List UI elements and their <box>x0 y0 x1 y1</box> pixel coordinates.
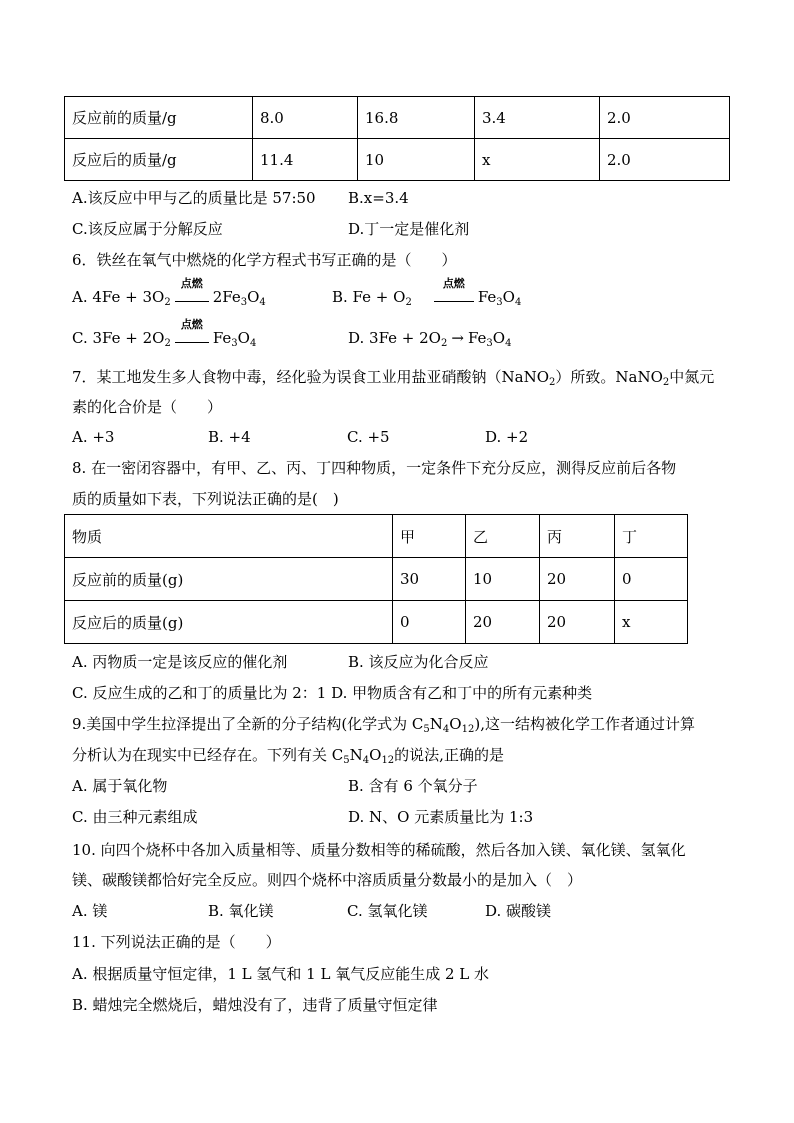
q8-option-a: A. 丙物质一定是该反应的催化剂 <box>72 653 288 671</box>
q6-option-a: A. $4Fe + 3O_2$ 点燃 $2Fe_3O_4$ <box>72 277 266 308</box>
q5-option-b: B.x=3.4 <box>348 189 409 207</box>
q10-option-a: A. 镁 <box>72 902 108 920</box>
q7-option-b: B. +4 <box>208 428 251 446</box>
q11-option-a: A. 根据质量守恒定律，1 L 氢气和 1 L 氧气反应能生成 2 L 水 <box>72 965 490 983</box>
reaction-condition: 点燃 <box>175 332 209 343</box>
q5-options-row1 <box>72 188 409 208</box>
table-row <box>65 558 688 601</box>
table-cell: x <box>475 139 600 181</box>
table-cell: 20 <box>540 601 615 644</box>
table-cell: 0 <box>615 558 688 601</box>
table-cell: 20 <box>540 558 615 601</box>
table-cell: 30 <box>393 558 466 601</box>
table-header-cell: 物质 <box>65 515 393 558</box>
q11-stem: 11. 下列说法正确的是（ ） <box>72 933 281 951</box>
q11-option-b: B. 蜡烛完全燃烧后，蜡烛没有了，违背了质量守恒定律 <box>72 996 438 1014</box>
table-cell: 反应前的质量(g) <box>65 558 393 601</box>
q10-options <box>72 901 552 921</box>
table-header-cell: 乙 <box>466 515 540 558</box>
q6-options-row2 <box>72 318 512 349</box>
table-cell: 反应后的质量/g <box>65 139 253 181</box>
q9-options-row1 <box>72 776 478 796</box>
q8-options-row2 <box>72 683 592 703</box>
table-cell: 0 <box>393 601 466 644</box>
q9-options-row2 <box>72 807 534 827</box>
reaction-condition: 点燃 <box>434 291 474 302</box>
q5-option-c: C.该反应属于分解反应 <box>72 220 223 238</box>
table-header-cell: 甲 <box>393 515 466 558</box>
table-row <box>65 515 688 558</box>
q5-options-row2 <box>72 219 470 239</box>
q9-option-b: B. 含有 6 个氧分子 <box>348 777 478 795</box>
q5-option-a: A.该反应中甲与乙的质量比是 57:50 <box>72 189 316 207</box>
q7-option-a: A. +3 <box>72 428 115 446</box>
q6-option-c: C. $3Fe + 2O_2$ 点燃 $Fe_3O_4$ <box>72 318 257 349</box>
table-row <box>65 97 730 139</box>
mass-table-q8 <box>64 514 688 644</box>
q7-options <box>72 427 529 447</box>
table-row <box>65 601 688 644</box>
q9-option-c: C. 由三种元素组成 <box>72 808 198 826</box>
q8-option-c-d: C. 反应生成的乙和丁的质量比为 2：1 D. 甲物质含有乙和丁中的所有元素种类 <box>72 684 593 702</box>
table-header-cell: 丙 <box>540 515 615 558</box>
q5-option-d: D.丁一定是催化剂 <box>348 220 470 238</box>
q10-option-b: B. 氧化镁 <box>208 902 274 920</box>
q7-stem-line1: 7．某工地发生多人食物中毒，经化验为误食工业用盐亚硝酸钠（NaNO$_2$）所致。NaNO$_2$中氮元 <box>72 368 715 388</box>
right-arrow-icon: → <box>451 329 464 347</box>
table-cell: 3.4 <box>475 97 600 139</box>
q9-option-a: A. 属于氧化物 <box>72 777 168 795</box>
table-cell: x <box>615 601 688 644</box>
q7-option-c: C. +5 <box>347 428 390 446</box>
q7-stem-line2: 素的化合价是（ ） <box>72 398 223 416</box>
table-cell: 20 <box>466 601 540 644</box>
mass-table-q5 <box>64 96 730 181</box>
table-row <box>65 139 730 181</box>
q9-stem-line1: 9.美国中学生拉泽提出了全新的分子结构(化学式为 $C_5N_4O_{12}$),这一结构被化学工作者通过计算 <box>72 715 695 735</box>
q10-stem-line1: 10. 向四个烧杯中各加入质量相等、质量分数相等的稀硫酸，然后各加入镁、氧化镁、氢氧化 <box>72 841 686 859</box>
table-cell: 反应后的质量(g) <box>65 601 393 644</box>
q6-option-b: B. $Fe + O_2$ 点燃 $Fe_3O_4$ <box>332 277 522 308</box>
q6-option-d: D. $3Fe + 2O_2 \to Fe_3O_4$ <box>348 329 512 349</box>
q10-stem-line2: 镁、碳酸镁都恰好完全反应。则四个烧杯中溶质质量分数最小的是加入（ ） <box>72 871 583 889</box>
table-cell: 反应前的质量/g <box>65 97 253 139</box>
table-cell: 10 <box>358 139 475 181</box>
q8-option-b: B. 该反应为化合反应 <box>348 653 489 671</box>
q6-stem: 6．铁丝在氧气中燃烧的化学方程式书写正确的是（ ） <box>72 251 457 269</box>
q8-stem-line1: 8. 在一密闭容器中，有甲、乙、丙、丁四种物质，一定条件下充分反应，测得反应前后各物 <box>72 459 677 477</box>
q6-options-row1 <box>72 277 522 308</box>
q9-stem-line2: 分析认为在现实中已经存在。下列有关 $C_5N_4O_{12}$的说法,正确的是 <box>72 746 504 766</box>
q9-option-d: D. N、O 元素质量比为 1:3 <box>348 808 534 826</box>
q8-stem-line2: 质的质量如下表，下列说法正确的是( ) <box>72 490 339 508</box>
reaction-condition: 点燃 <box>175 291 209 302</box>
q7-option-d: D. +2 <box>485 428 529 446</box>
table-cell: 10 <box>466 558 540 601</box>
q10-option-c: C. 氢氧化镁 <box>347 902 428 920</box>
q10-option-d: D. 碳酸镁 <box>485 902 552 920</box>
q8-options-row1 <box>72 652 489 672</box>
table-cell: 2.0 <box>600 97 730 139</box>
table-header-cell: 丁 <box>615 515 688 558</box>
table-cell: 2.0 <box>600 139 730 181</box>
table-cell: 16.8 <box>358 97 475 139</box>
table-cell: 11.4 <box>253 139 358 181</box>
table-cell: 8.0 <box>253 97 358 139</box>
